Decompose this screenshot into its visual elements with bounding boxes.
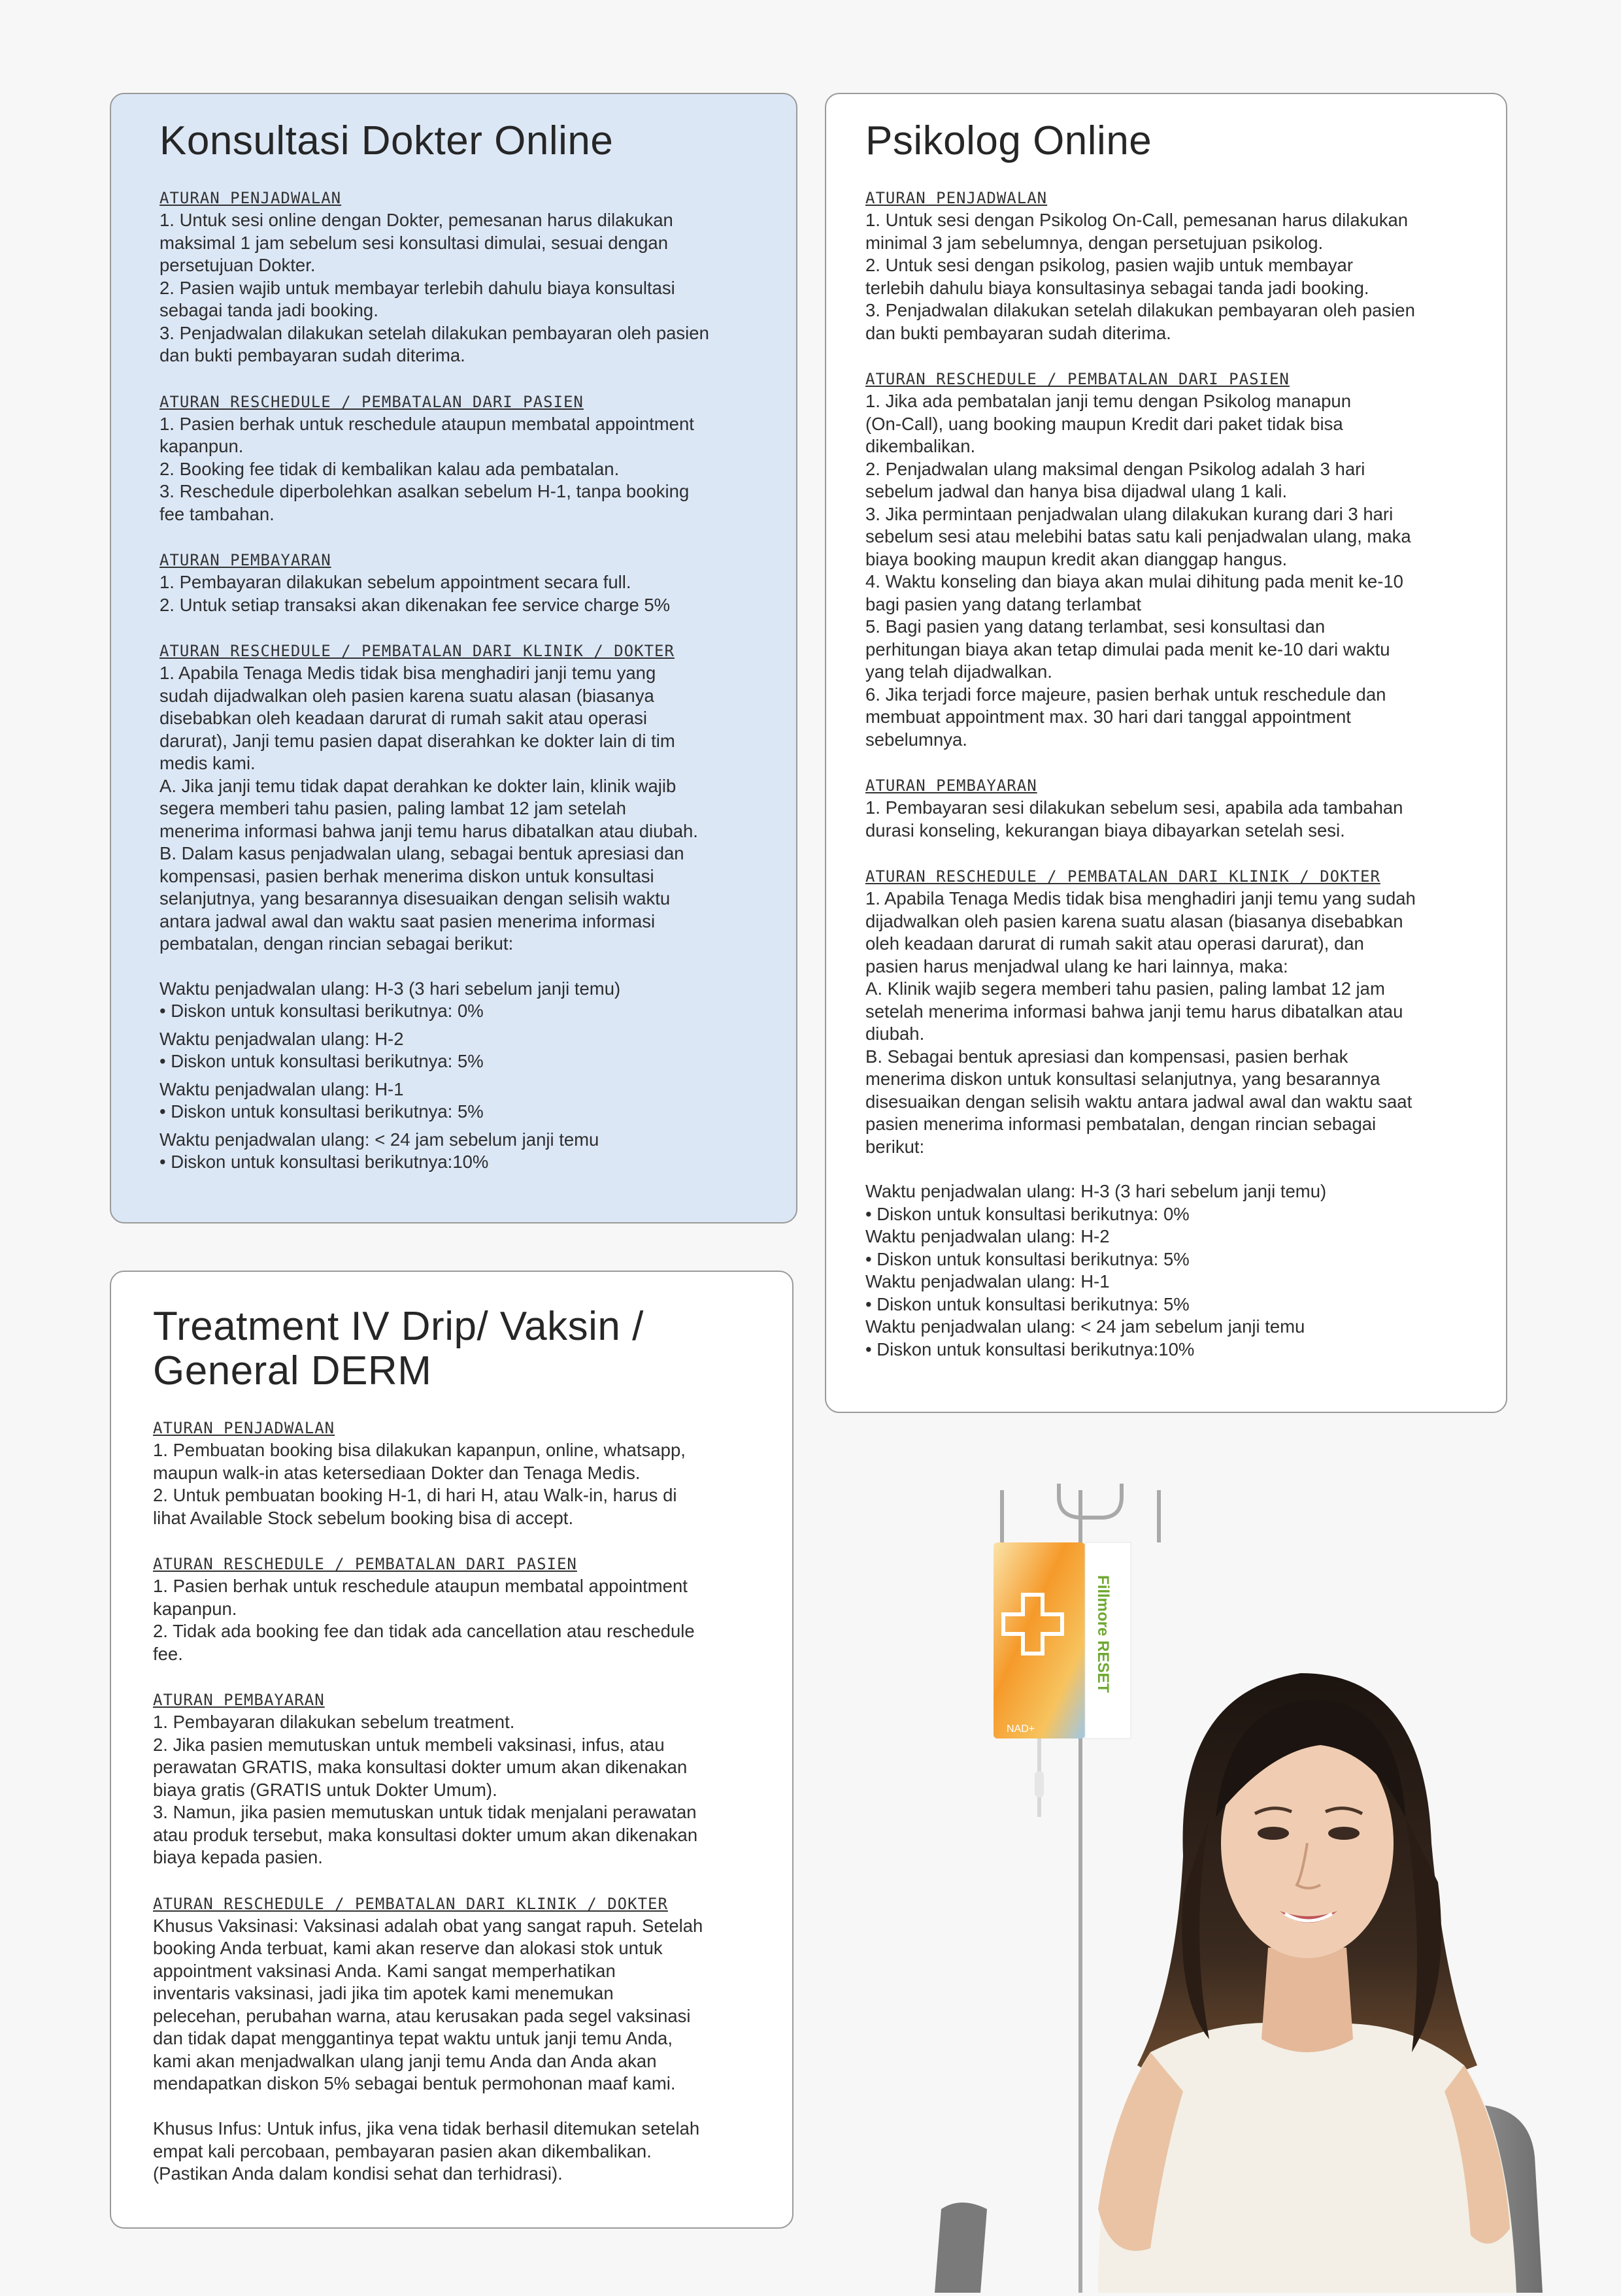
section-heading: ATURAN RESCHEDULE / PEMBATALAN DARI PASIEN xyxy=(159,392,584,411)
section-heading: ATURAN RESCHEDULE / PEMBATALAN DARI KLINIK / DOKTER xyxy=(865,867,1380,886)
section-text: 1. Pembuatan booking bisa dilakukan kapanpun, online, whatsapp, maupun walk-in atas ketersediaan Dokter dan Tenaga Medis. 2. Untuk pembuatan booking H-1, di hari H, atau Walk-in, harus di lihat Available Stock sebelum booking bisa di accept. xyxy=(153,1440,686,1528)
iv-bag-icon xyxy=(994,1542,1131,1817)
discount-value: • Diskon untuk konsultasi berikutnya: 5% xyxy=(159,1101,484,1122)
patient-illustration xyxy=(902,1477,1621,2293)
section-heading: ATURAN RESCHEDULE / PEMBATALAN DARI KLINIK / DOKTER xyxy=(159,642,675,660)
card-konsultasi-dokter xyxy=(110,93,797,1223)
section-heading: ATURAN PEMBAYARAN xyxy=(865,776,1037,795)
discount-value: • Diskon untuk konsultasi berikutnya:10% xyxy=(159,1152,489,1172)
section-text: Khusus Vaksinasi: Vaksinasi adalah obat yang sangat rapuh. Setelah booking Anda terbuat, kami akan reserve dan alokasi stok untuk appointment vaksinasi Anda. Kami sangat memperhatikan inventaris vaksinasi, jadi jika tim apotek kami menemukan pelecehan, perubahan warna, atau kerusakan pada segel vaksinasi dan tidak dapat menggantinya tepat waktu untuk janji temu Anda, kami akan menjadwalkan ulang janji temu Anda dan Anda akan mendapatkan diskon 5% sebagai bentuk permohonan maaf kami. Khusus Infus: Untuk infus, jika vena tidak berhasil ditemukan setelah empat kali percobaan, pembayaran pasien akan dikembalikan. (Pastikan Anda dalam kondisi sehat dan terhidrasi). xyxy=(153,1915,703,2184)
section-heading: ATURAN PEMBAYARAN xyxy=(159,551,331,569)
discount-when: Waktu penjadwalan ulang: H-2 xyxy=(159,1028,404,1049)
section-reschedule-klinik xyxy=(153,1893,761,2186)
section-text: 1. Jika ada pembatalan janji temu dengan Psikolog manapun (On-Call), uang booking maupun Kredit dari paket tidak bisa dikembalikan. 2. Penjadwalan ulang maksimal dengan Psikolog adalah 3 hari sebelum jadwal dan hanya bisa dijadwal ulang 1 kali. 3. Jika permintaan penjadwalan ulang dilakukan kurang dari 3 hari sebelum sesi atau melebihi batas satu kali penjadwalan ulang, maka biaya booking maupun kredit akan dianggap hangus. 4. Waktu konseling dan biaya akan mulai dihitung pada menit ke-10 bagi pasien yang datang terlambat 5. Bagi pasien yang datang terlambat, sesi konsultasi dan perhitungan biaya akan tetap dimulai pada menit ke-10 dari waktu yang telah dijadwalkan. 6. Jika terjadi force majeure, pasien berhak untuk reschedule dan membuat appointment max. 30 hari dari tanggal appointment sebelumnya. xyxy=(865,391,1411,750)
discount-when: Waktu penjadwalan ulang: H-1 xyxy=(159,1078,404,1099)
section-text: 1. Untuk sesi dengan Psikolog On-Call, pemesanan harus dilakukan minimal 3 jam sebelumnya, dengan persetujuan psikolog. 2. Untuk sesi dengan psikolog, pasien wajib untuk membayar terlebih dahulu biaya konsultasinya sebagai tanda jadi booking. 3. Penjadwalan dilakukan setelah dilakukan pembayaran oleh pasien dan bukti pembayaran sudah diterima. xyxy=(865,210,1415,343)
discount-item xyxy=(159,1078,761,1123)
section-text: 1. Pasien berhak untuk reschedule ataupun membatal appointment kapanpun. 2. Booking fee tidak di kembalikan kalau ada pembatalan. 3. Reschedule diperbolehkan asalkan sebelum H-1, tanpa booking fee tambahan. xyxy=(159,413,694,524)
card-title-line-1: Treatment IV Drip/ Vaksin / xyxy=(153,1304,644,1349)
discount-list xyxy=(159,978,761,1174)
section-text: 1. Pembayaran sesi dilakukan sebelum sesi, apabila ada tambahan durasi konseling, kekurangan biaya dibayarkan setelah sesi. xyxy=(865,797,1403,840)
discount-item xyxy=(159,1028,761,1073)
section-heading: ATURAN RESCHEDULE / PEMBATALAN DARI PASIEN xyxy=(153,1555,577,1573)
section-heading: ATURAN PEMBAYARAN xyxy=(153,1691,325,1709)
section-heading: ATURAN RESCHEDULE / PEMBATALAN DARI PASIEN xyxy=(865,370,1290,388)
section-pembayaran xyxy=(159,549,761,616)
section-pembayaran xyxy=(153,1689,761,1869)
discount-value: • Diskon untuk konsultasi berikutnya: 0% xyxy=(159,1001,484,1021)
card-title xyxy=(153,1305,761,1393)
card-treatment-iv xyxy=(110,1271,794,2229)
bag-label: NAD+ xyxy=(1007,1723,1035,1735)
discount-item xyxy=(159,1129,761,1174)
card-title: Psikolog Online xyxy=(865,118,1152,163)
section-reschedule-pasien xyxy=(159,391,761,526)
section-text: 1. Apabila Tenaga Medis tidak bisa menghadiri janji temu yang sudah dijadwalkan oleh pasien karena suatu alasan (biasanya disebabkan oleh keadaan darurat di rumah sakit atau operasi darurat), Janji temu pasien dapat diserahkan ke dokter lain di tim medis kami. A. Jika janji temu tidak dapat derahkan ke dokter lain, klinik wajib segera memberi tahu pasien, paling lambat 12 jam setelah menerima informasi bahwa janji temu harus dibatalkan atau diubah. B. Dalam kasus penjadwalan ulang, sebagai bentuk apresiasi dan kompensasi, pasien berhak menerima diskon untuk konsultasi selanjutnya, yang besarannya disesuaikan dengan selisih waktu antara jadwal awal dan waktu saat pasien menerima informasi pembatalan, dengan rincian sebagai berikut: xyxy=(159,663,698,954)
section-penjadwalan xyxy=(153,1417,761,1529)
section-reschedule-klinik xyxy=(865,865,1473,1158)
section-penjadwalan xyxy=(159,187,761,367)
section-heading: ATURAN PENJADWALAN xyxy=(865,189,1048,207)
discount-list: Waktu penjadwalan ulang: H-3 (3 hari sebelum janji temu) • Diskon untuk konsultasi berikutnya: 0% Waktu penjadwalan ulang: H-2 • Diskon untuk konsultasi berikutnya: 5% Waktu penjadwalan ulang: H-1 • Diskon untuk konsultasi berikutnya: 5% Waktu penjadwalan ulang: < 24 jam sebelum janji temu • Diskon untuk konsultasi berikutnya:10% xyxy=(865,1181,1327,1359)
section-text: 1. Pasien berhak untuk reschedule ataupun membatal appointment kapanpun. 2. Tidak ada booking fee dan tidak ada cancellation atau reschedule fee. xyxy=(153,1576,695,1664)
discount-when: Waktu penjadwalan ulang: H-3 (3 hari sebelum janji temu) xyxy=(159,978,621,999)
section-penjadwalan xyxy=(865,187,1473,344)
section-text: 1. Untuk sesi online dengan Dokter, pemesanan harus dilakukan maksimal 1 jam sebelum sesi konsultasi dimulai, sesuai dengan persetujuan Dokter. 2. Pasien wajib untuk membayar terlebih dahulu biaya konsultasi sebagai tanda jadi booking. 3. Penjadwalan dilakukan setelah dilakukan pembayaran oleh pasien dan bukti pembayaran sudah diterima. xyxy=(159,210,709,365)
section-reschedule-pasien xyxy=(865,368,1473,751)
discount-item xyxy=(159,978,761,1023)
section-heading: ATURAN PENJADWALAN xyxy=(159,189,342,207)
section-pembayaran xyxy=(865,774,1473,842)
discount-value: • Diskon untuk konsultasi berikutnya: 5% xyxy=(159,1051,484,1071)
discount-when: Waktu penjadwalan ulang: < 24 jam sebelum janji temu xyxy=(159,1129,599,1150)
section-heading: ATURAN RESCHEDULE / PEMBATALAN DARI KLINIK / DOKTER xyxy=(153,1894,668,1913)
eye-left xyxy=(1258,1827,1289,1840)
patient-photo xyxy=(902,1477,1621,2293)
section-text: 1. Apabila Tenaga Medis tidak bisa menghadiri janji temu yang sudah dijadwalkan oleh pasien karena suatu alasan (biasanya disebabkan oleh keadaan darurat di rumah sakit atau operasi darurat), dan pasien harus menjadwal ulang ke hari lainnya, maka: A. Klinik wajib segera memberi tahu pasien, paling lambat 12 jam setelah menerima informasi bahwa janji temu harus dibatalkan atau diubah. B. Sebagai bentuk apresiasi dan kompensasi, pasien berhak menerima diskon untuk konsultasi selanjutnya, yang besarannya disesuaikan dengan selisih waktu antara jadwal awal dan waktu saat pasien menerima informasi pembatalan, dengan rincian sebagai berikut: xyxy=(865,888,1416,1157)
eye-right xyxy=(1328,1827,1360,1840)
section-reschedule-klinik xyxy=(159,640,761,956)
section-reschedule-pasien xyxy=(153,1553,761,1665)
section-text: 1. Pembayaran dilakukan sebelum appointment secara full. 2. Untuk setiap transaksi akan dikenakan fee service charge 5% xyxy=(159,572,671,615)
section-text: 1. Pembayaran dilakukan sebelum treatment. 2. Jika pasien memutuskan untuk membeli vaksinasi, infus, atau perawatan GRATIS, maka konsultasi dokter umum akan dikenakan biaya gratis (GRATIS untuk Dokter Umum). 3. Namun, jika pasien memutuskan untuk tidak menjalani perawatan atau produk tersebut, maka konsultasi dokter umum akan dikenakan biaya kepada pasien. xyxy=(153,1712,698,1867)
card-title-line-2: General DERM xyxy=(153,1348,432,1393)
neck xyxy=(1262,1948,1353,2052)
bag-brand: Fillmore RESET xyxy=(1094,1575,1112,1693)
card-psikolog-online xyxy=(825,93,1507,1413)
card-title: Konsultasi Dokter Online xyxy=(159,118,614,163)
section-heading: ATURAN PENJADWALAN xyxy=(153,1419,335,1437)
